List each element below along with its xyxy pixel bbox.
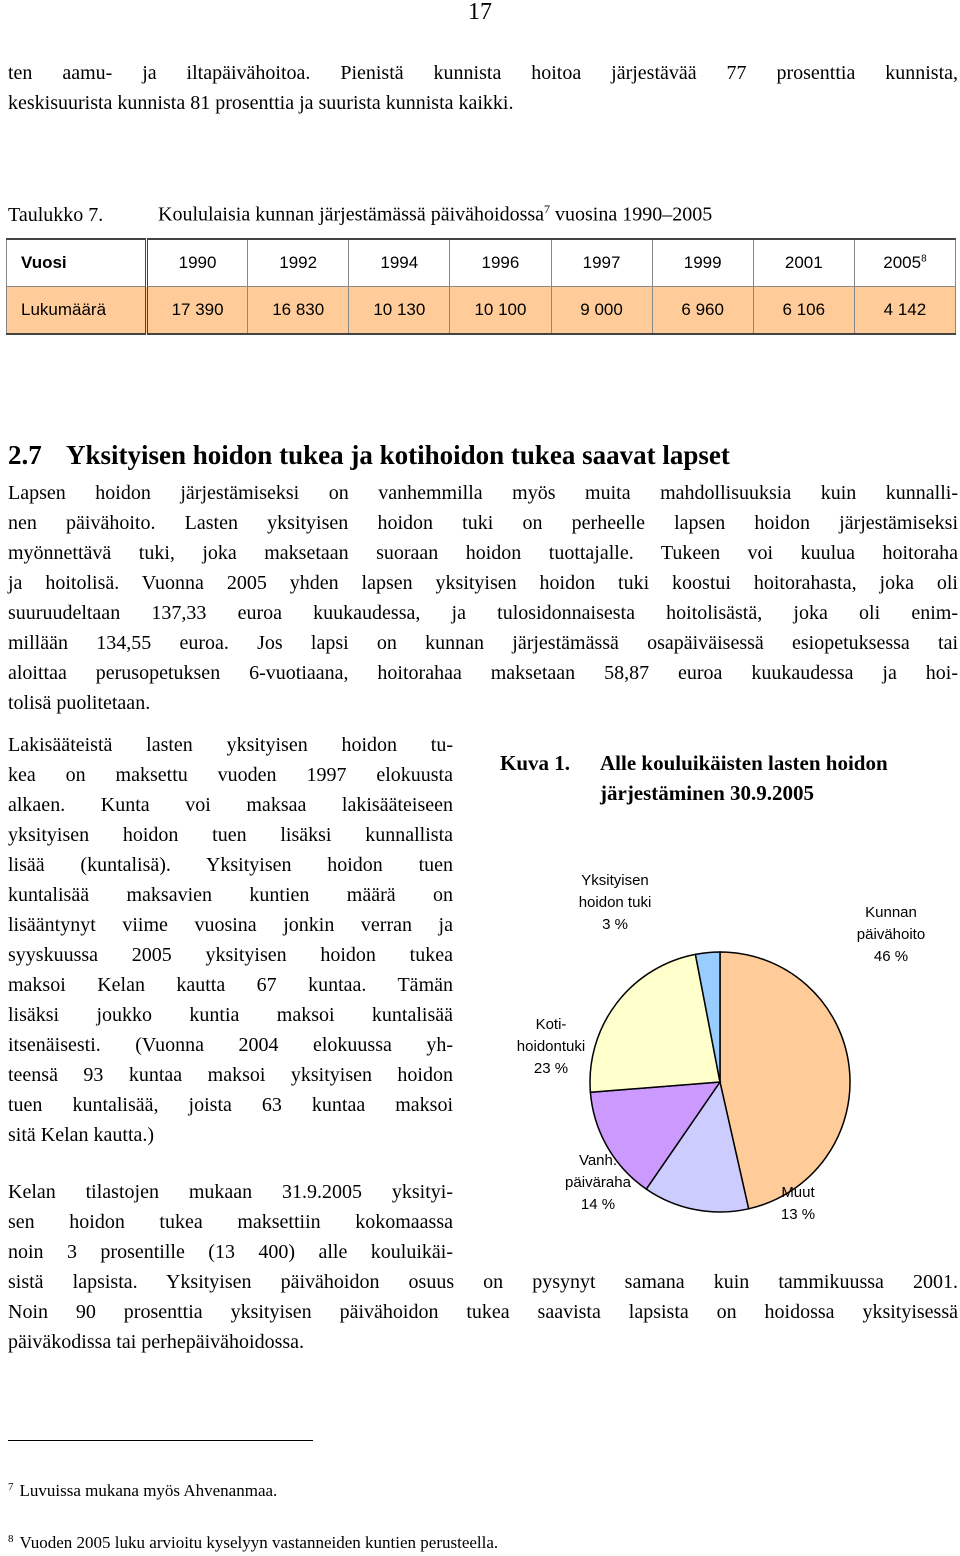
paragraph-3-narrow <box>8 1177 453 1267</box>
paragraph-1 <box>8 478 958 718</box>
pie-label-line: hoidon tuki <box>578 894 652 911</box>
figure-title-line-1: Alle kouluikäisten lasten hoidon <box>600 751 888 775</box>
paragraph-line: sistä lapsista. Yksityisen päivähoidon osuus on pysynyt samana kuin tammikuussa 2001. <box>8 1271 958 1293</box>
section-title: Yksityisen hoidon tukea ja kotihoidon tukea saavat lapset <box>66 440 730 470</box>
paragraph-line: yksityisen hoidon tuen lisäksi kunnallista <box>8 824 453 846</box>
footnote-7 <box>8 1476 277 1502</box>
paragraph-line: sitä Kelan kautta.) <box>8 1124 155 1146</box>
pie-label-koti <box>517 1016 585 1077</box>
pie-label-line: Yksityisen <box>581 872 649 889</box>
pie-label-percent: 23 % <box>533 1060 569 1077</box>
table-year-cell: 1997 <box>551 239 652 287</box>
paragraph-line: ja hoitolisä. Vuonna 2005 yhden lapsen yksityisen hoidon tuki koostui hoitorahasta, joka oli <box>8 572 958 594</box>
section-heading <box>8 440 730 471</box>
table-year-cell: 1992 <box>248 239 349 287</box>
table-caption-label: Taulukko 7. <box>8 203 104 226</box>
footnote-text: Luvuissa mukana myös Ahvenanmaa. <box>19 1481 278 1500</box>
intro-paragraph <box>8 58 958 118</box>
pie-label-percent: 14 % <box>580 1196 616 1213</box>
year-table <box>6 238 956 335</box>
paragraph-line: myönnettävä tuki, joka maksetaan suoraan hoidon tuottajalle. Tukeen voi kuulua hoitoraha <box>8 542 958 564</box>
paragraph-line: Noin 90 prosenttia yksityisen päivähoidon tukea saavista lapsista on hoidossa yksityisessä <box>8 1301 958 1323</box>
pie-label-line: Vanh. <box>578 1152 618 1169</box>
table-caption-title: Koululaisia kunnan järjestämässä päivähoidossa <box>158 203 545 226</box>
paragraph-line: aloittaa perusopetuksen 6-vuotiaana, hoitorahaa maksetaan 58,87 euroa kuukaudessa ja hoi- <box>8 662 958 684</box>
paragraph-line: lisäksi joukko kuntia maksoi kuntalisää <box>8 1004 453 1026</box>
paragraph-line: syyskuussa 2005 yksityisen hoidon tukea <box>8 944 453 966</box>
paragraph-3 <box>8 1177 958 1357</box>
pie-label-line: Kunnan <box>865 904 917 921</box>
table-header-row <box>7 239 956 287</box>
table-year-last: 2005 <box>883 253 922 272</box>
table-value-cell: 16 830 <box>248 287 349 335</box>
paragraph-line: Lapsen hoidon järjestämiseksi on vanhemmilla myös muita mahdollisuuksia kuin kunnalli- <box>8 482 958 504</box>
paragraph-line: päiväkodissa tai perhepäivähoidossa. <box>8 1331 305 1353</box>
footnote-mark: 8 <box>8 1533 14 1545</box>
paragraph-line: tolisä puolitetaan. <box>8 692 151 714</box>
paragraph-line: alkaen. Kunta voi maksaa lakisääteiseen <box>8 794 453 816</box>
paragraph-line: tuen kuntalisää, joista 63 kuntaa maksoi <box>8 1094 453 1116</box>
paragraph-line: suuruudeltaan 137,33 euroa kuukaudessa, ja tulosidonnaisesta hoitolisästä, joka oli enim- <box>8 602 958 624</box>
table-year-footnote-ref: 8 <box>921 253 927 265</box>
figure-title-line-2: järjestäminen 30.9.2005 <box>600 781 815 805</box>
pie-label-line: päiväraha <box>565 1174 631 1191</box>
intro-line: ten aamu- ja iltapäivähoitoa. Pienistä kunnista hoitoa järjestävää 77 prosenttia kunnista, <box>8 62 958 84</box>
paragraph-2 <box>8 730 453 1150</box>
table-year-cell: 2001 <box>753 239 854 287</box>
paragraph-line: millään 134,55 euroa. Jos lapsi on kunnan järjestämässä osapäiväisessä esiopetuksessa tai <box>8 632 958 654</box>
table-value-cell: 6 106 <box>753 287 854 335</box>
pie-label-line: Koti- <box>535 1016 567 1033</box>
table-value-cell: 10 130 <box>349 287 450 335</box>
table-caption-suffix: vuosina 1990–2005 <box>555 203 713 226</box>
paragraph-line: sen hoidon tukea maksettiin kokomaassa <box>8 1211 453 1233</box>
paragraph-line: Lakisääteistä lasten yksityisen hoidon tu- <box>8 734 453 756</box>
table-value-cell: 6 960 <box>652 287 753 335</box>
footnote-8 <box>8 1528 498 1554</box>
table-value-label: Lukumäärä <box>7 287 147 335</box>
paragraph-line: noin 3 prosentille (13 400) alle kouluikäi- <box>8 1241 453 1263</box>
table-caption <box>8 194 958 230</box>
pie-label-line: päivähoito <box>856 926 926 943</box>
figure-label: Kuva 1. <box>500 751 571 775</box>
paragraph-line: kea on maksettu vuoden 1997 elokuusta <box>8 764 453 786</box>
table-year-cell: 1994 <box>349 239 450 287</box>
paragraph-line: teensä 93 kuntaa maksoi yksityisen hoidon <box>8 1064 453 1086</box>
table-year-cell: 1990 <box>147 239 248 287</box>
pie-label-kunnan <box>857 904 925 965</box>
pie-label-yks <box>579 872 652 933</box>
table-year-cell: 1999 <box>652 239 753 287</box>
paragraph-line: maksoi Kelan kautta 67 kuntaa. Tämän <box>8 974 453 996</box>
pie-label-percent: 3 % <box>602 916 628 933</box>
paragraph-line: nen päivähoito. Lasten yksityisen hoidon tuki on perheelle lapsen hoidon järjestämiseksi <box>8 512 958 534</box>
table-year-cell-last <box>854 239 955 287</box>
pie-label-line: Muut <box>781 1184 815 1201</box>
table-value-cell: 10 100 <box>450 287 551 335</box>
paragraph-line: lisää (kuntalisä). Yksityisen hoidon tuen <box>8 854 453 876</box>
pie-label-line: hoidontuki <box>516 1038 586 1055</box>
footnote-text: Vuoden 2005 luku arvioitu kyselyyn vastanneiden kuntien perusteella. <box>19 1533 499 1552</box>
table-year-cell: 1996 <box>450 239 551 287</box>
paragraph-line: itsenäisesti. (Vuonna 2004 elokuussa yh- <box>8 1034 453 1056</box>
table-value-cell: 4 142 <box>854 287 955 335</box>
table-caption-footnote-ref: 7 <box>544 202 551 216</box>
figure-title <box>500 748 888 808</box>
intro-line: keskisuurista kunnista 81 prosenttia ja suurista kunnista kaikki. <box>8 92 514 114</box>
footnote-mark: 7 <box>8 1481 14 1493</box>
paragraph-line: lisääntynyt viime vuosina jonkin verran ja <box>8 914 453 936</box>
pie-label-percent: 13 % <box>780 1206 816 1223</box>
paragraph-line: Kelan tilastojen mukaan 31.9.2005 yksityi- <box>8 1181 453 1203</box>
table-value-cell: 9 000 <box>551 287 652 335</box>
table-value-cell: 17 390 <box>147 287 248 335</box>
section-number: 2.7 <box>8 440 42 470</box>
paragraph-line: kuntalisää maksavien kuntien määrä on <box>8 884 453 906</box>
page-number: 17 <box>468 0 492 25</box>
footnote-rule <box>8 1440 313 1441</box>
table-header-label: Vuosi <box>7 239 147 287</box>
pie-label-percent: 46 % <box>873 948 909 965</box>
table-value-row <box>7 287 956 335</box>
